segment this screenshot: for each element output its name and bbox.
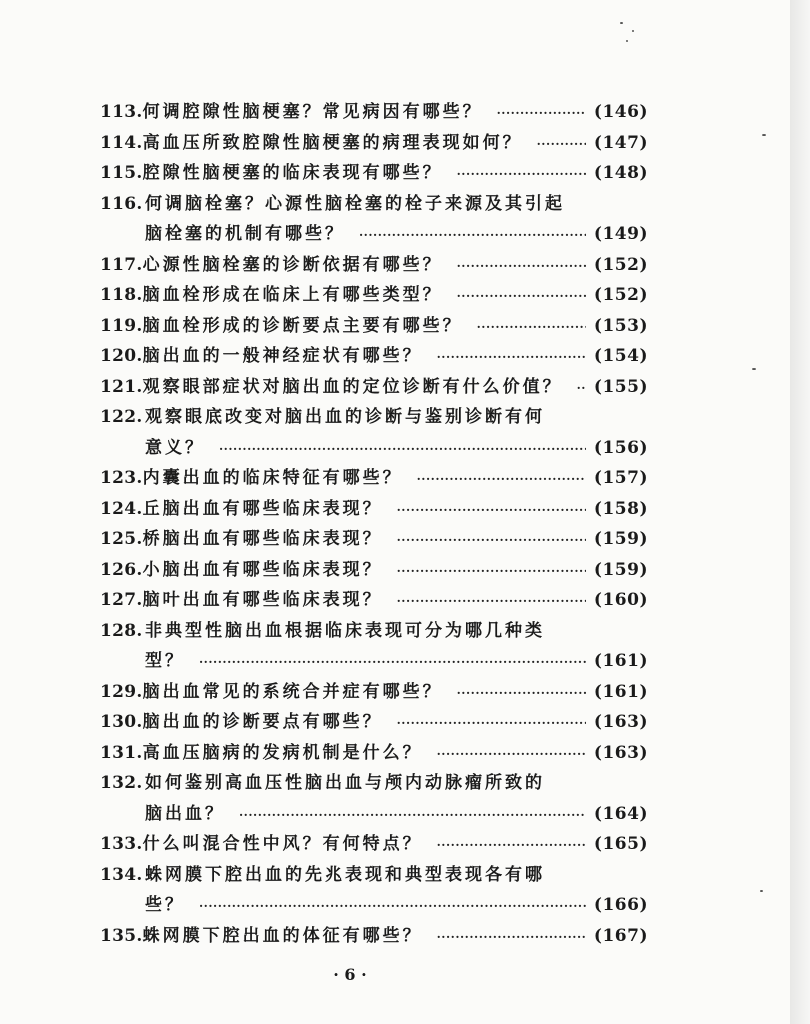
toc-entry <box>100 341 648 372</box>
toc-entry-line <box>100 128 648 159</box>
toc-entry <box>100 189 648 250</box>
dot-leader <box>497 98 586 129</box>
entry-number: 119. <box>100 315 143 336</box>
entry-title: 何调腔隙性脑梗塞？常见病因有哪些？ <box>142 102 483 122</box>
toc-entry-line <box>100 97 648 128</box>
entry-number: 122. <box>100 407 143 427</box>
entry-page: (154) <box>593 346 648 366</box>
toc-entry-line <box>100 677 648 708</box>
dot-leader <box>457 678 586 709</box>
entry-page: (159) <box>593 529 648 549</box>
entry-page: (163) <box>593 742 648 763</box>
toc-entry <box>100 280 648 311</box>
dot-leader <box>397 586 586 617</box>
entry-page: (160) <box>593 590 648 610</box>
toc-entry-line <box>100 433 648 464</box>
dot-leader <box>437 922 586 953</box>
entry-page: (166) <box>593 895 648 915</box>
entry-number: 127. <box>100 590 143 610</box>
scan-speck <box>760 890 763 892</box>
toc-entry-line <box>100 829 648 860</box>
scan-speck <box>762 134 766 136</box>
dot-leader <box>537 129 586 160</box>
entry-title: 高血压脑病的发病机制是什么？ <box>142 742 423 763</box>
dot-leader <box>437 342 586 373</box>
dot-leader <box>397 495 586 526</box>
entry-number: 134. <box>100 864 143 885</box>
entry-title: 非典型性脑出血根据临床表现可分为哪几种类 <box>145 620 545 641</box>
entry-page: (167) <box>593 925 648 946</box>
dot-leader <box>359 220 586 251</box>
toc-entry-line <box>100 738 648 769</box>
toc-entry-line <box>100 890 648 921</box>
dot-leader <box>437 830 586 861</box>
entry-number: 118. <box>100 285 143 305</box>
toc-entry <box>100 921 648 952</box>
toc-entry-line <box>100 707 648 738</box>
toc-entry-line <box>100 585 648 616</box>
toc-entry <box>100 402 648 463</box>
toc-entry-line <box>100 524 648 555</box>
toc-entry-line <box>100 494 648 525</box>
entry-number: 135. <box>100 925 143 946</box>
entry-page: (163) <box>593 712 648 732</box>
dot-leader <box>477 312 586 343</box>
entry-title: 脑出血的一般神经症状有哪些？ <box>142 346 423 366</box>
toc-entry-line <box>100 616 648 647</box>
entry-title: 脑血栓形成在临床上有哪些类型？ <box>142 285 443 305</box>
entry-number: 130. <box>100 712 143 732</box>
toc-entry-line <box>100 921 648 952</box>
entry-number: 125. <box>100 529 143 549</box>
entry-page: (152) <box>593 285 648 305</box>
entry-page: (159) <box>593 559 648 580</box>
entry-page: (147) <box>593 132 648 153</box>
entry-number: 128. <box>100 620 143 641</box>
dot-leader <box>199 647 586 678</box>
entry-title: 脑出血常见的系统合并症有哪些？ <box>142 681 443 702</box>
entry-page: (164) <box>593 803 648 824</box>
entry-title: 蛛网膜下腔出血的体征有哪些？ <box>142 925 423 946</box>
entry-page: (152) <box>593 254 648 275</box>
entry-number: 124. <box>100 498 143 519</box>
entry-page: (158) <box>593 498 648 519</box>
entry-number: 133. <box>100 834 143 854</box>
dot-leader <box>437 739 586 770</box>
toc-entry-line <box>100 158 648 189</box>
entry-number: 121. <box>100 376 143 397</box>
entry-number: 120. <box>100 346 143 366</box>
toc-entry <box>100 829 648 860</box>
entry-page: (161) <box>593 651 648 671</box>
dot-leader <box>457 281 586 312</box>
entry-number: 129. <box>100 681 143 702</box>
scan-edge <box>790 0 810 1024</box>
toc-entry <box>100 372 648 403</box>
entry-number: 114. <box>100 132 143 153</box>
entry-title: 脑叶出血有哪些临床表现？ <box>142 590 383 610</box>
entry-title: 观察眼底改变对脑出血的诊断与鉴别诊断有何 <box>145 407 545 427</box>
toc-entry-line <box>100 280 648 311</box>
dot-leader <box>199 891 586 922</box>
dot-leader <box>457 159 586 190</box>
toc-entry <box>100 585 648 616</box>
entry-number: 115. <box>100 163 143 183</box>
toc-entry-line <box>100 372 648 403</box>
toc-entry-line <box>100 311 648 342</box>
entry-page: (146) <box>593 102 648 122</box>
toc-entry <box>100 677 648 708</box>
toc-entry-line <box>100 860 648 891</box>
toc-entry <box>100 128 648 159</box>
entry-page: (153) <box>593 315 648 336</box>
toc-entry <box>100 463 648 494</box>
scan-speck <box>632 30 634 32</box>
entry-number: 132. <box>100 773 143 793</box>
entry-page: (148) <box>593 163 648 183</box>
entry-title: 高血压所致腔隙性脑梗塞的病理表现如何？ <box>142 132 523 153</box>
entry-title: 意义？ <box>145 437 205 458</box>
scan-speck <box>752 368 756 370</box>
scan-speck <box>620 22 623 24</box>
entry-page: (161) <box>593 681 648 702</box>
toc-entry-line <box>100 646 648 677</box>
dot-leader <box>577 373 586 404</box>
entry-title: 心源性脑栓塞的诊断依据有哪些？ <box>142 254 443 275</box>
entry-number: 131. <box>100 742 143 763</box>
entry-number: 113. <box>100 102 143 122</box>
toc-entry <box>100 707 648 738</box>
entry-title: 腔隙性脑梗塞的临床表现有哪些？ <box>142 163 443 183</box>
entry-page: (155) <box>593 376 648 397</box>
entry-title: 何调脑栓塞？心源性脑栓塞的栓子来源及其引起 <box>145 193 565 214</box>
entry-title: 丘脑出血有哪些临床表现？ <box>142 498 383 519</box>
entry-title: 脑出血？ <box>145 803 225 824</box>
dot-leader <box>397 708 586 739</box>
toc-entry <box>100 494 648 525</box>
toc-entry-line <box>100 189 648 220</box>
toc-entry-line <box>100 799 648 830</box>
entry-page: (156) <box>593 437 648 458</box>
toc-entry-line <box>100 768 648 799</box>
toc-entry <box>100 524 648 555</box>
dot-leader <box>457 251 586 282</box>
toc-entry-line <box>100 555 648 586</box>
dot-leader <box>239 800 586 831</box>
toc-entry-line <box>100 219 648 250</box>
entry-number: 123. <box>100 468 143 488</box>
toc-entry <box>100 97 648 128</box>
entry-page: (149) <box>593 224 648 244</box>
toc-entry <box>100 158 648 189</box>
scan-speck <box>626 40 628 42</box>
entry-title: 蛛网膜下腔出血的先兆表现和典型表现各有哪 <box>145 864 545 885</box>
dot-leader <box>219 434 586 465</box>
entry-title: 些？ <box>145 895 185 915</box>
toc-entry <box>100 738 648 769</box>
toc-entry <box>100 555 648 586</box>
toc-entry-line <box>100 463 648 494</box>
toc-entry-line <box>100 250 648 281</box>
entry-number: 126. <box>100 559 143 580</box>
entry-title: 如何鉴别高血压性脑出血与颅内动脉瘤所致的 <box>145 773 545 793</box>
toc-entry-line <box>100 341 648 372</box>
entry-title: 脑出血的诊断要点有哪些？ <box>142 712 383 732</box>
entry-title: 小脑出血有哪些临床表现？ <box>142 559 383 580</box>
entry-title: 什么叫混合性中风？有何特点？ <box>142 834 423 854</box>
dot-leader <box>397 556 586 587</box>
page-number: · 6 · <box>333 965 367 984</box>
entry-title: 脑栓塞的机制有哪些？ <box>145 224 345 244</box>
toc-entry <box>100 250 648 281</box>
dot-leader <box>417 464 586 495</box>
entry-title: 观察眼部症状对脑出血的定位诊断有什么价值？ <box>142 376 563 397</box>
entry-title: 内囊出血的临床特征有哪些？ <box>142 468 403 488</box>
dot-leader <box>397 525 586 556</box>
entry-page: (165) <box>593 834 648 854</box>
entry-title: 桥脑出血有哪些临床表现？ <box>142 529 383 549</box>
table-of-contents <box>100 97 660 951</box>
entry-number: 117. <box>100 254 143 275</box>
toc-entry <box>100 860 648 921</box>
entry-title: 脑血栓形成的诊断要点主要有哪些？ <box>142 315 463 336</box>
entry-title: 型？ <box>145 651 185 671</box>
toc-entry <box>100 616 648 677</box>
toc-entry <box>100 311 648 342</box>
toc-entry-line <box>100 402 648 433</box>
entry-page: (157) <box>593 468 648 488</box>
toc-entry <box>100 768 648 829</box>
entry-number: 116. <box>100 193 143 214</box>
